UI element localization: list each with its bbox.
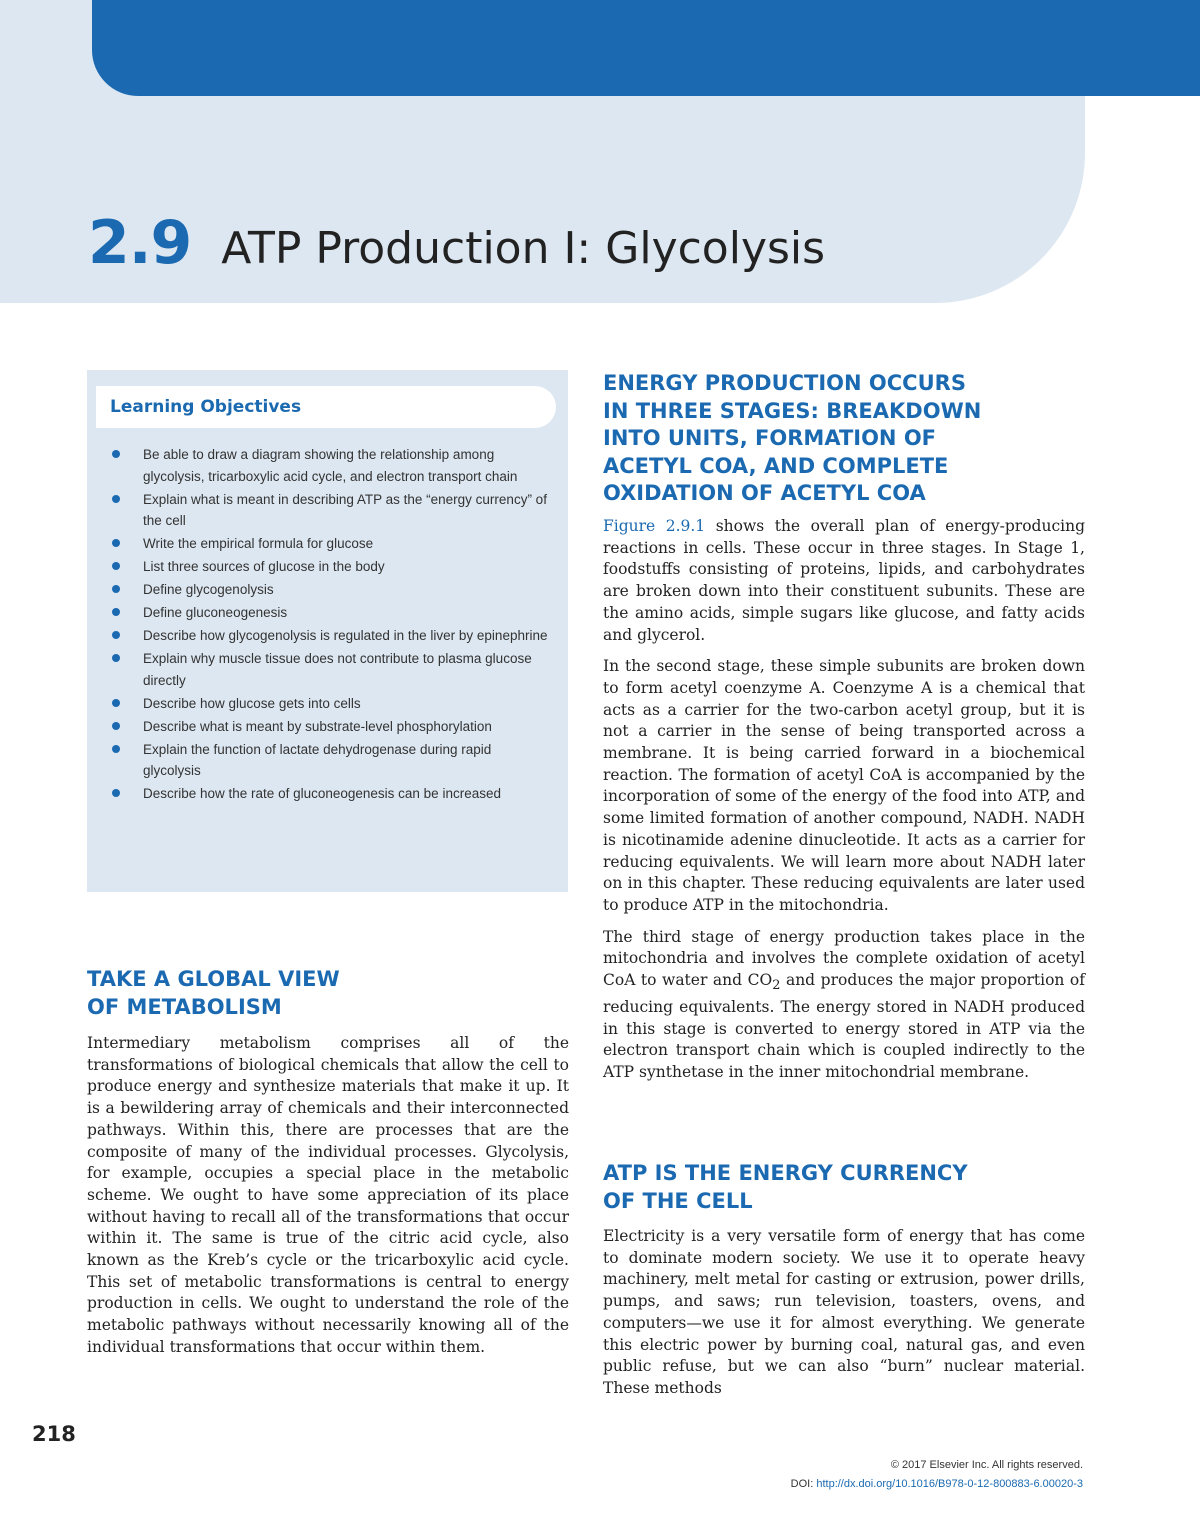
atp-currency-body: [603, 1226, 1085, 1410]
energy-production-body: [603, 516, 1085, 1094]
heading-global-view: TAKE A GLOBAL VIEW OF METABOLISM: [87, 967, 340, 1019]
bullet-icon: [112, 608, 120, 616]
bullet-icon: [112, 654, 120, 662]
bullet-icon: [112, 450, 120, 458]
bullet-icon: [112, 495, 120, 503]
bullet-icon: [112, 699, 120, 707]
learning-objective-item: Define glycogenolysis: [108, 579, 548, 601]
learning-objective-item: List three sources of glucose in the body: [108, 556, 548, 578]
learning-objectives-header: [96, 386, 556, 428]
bullet-icon: [112, 745, 120, 753]
bullet-icon: [112, 585, 120, 593]
learning-objective-item: Describe how the rate of gluconeogenesis can be increased: [108, 783, 548, 805]
energy-paragraph-3: The third stage of energy production takes place in the mitochondria and involves the complete oxidation of acetyl CoA to water and $CO_2$ and produces the major proportion of reducing equivalents. The energy stored in NADH produced in this stage is converted to energy stored in ATP via the electron transport chain which is coupled indirectly to the ATP synthetase in the inner mitochondrial membrane.: [603, 927, 1085, 1081]
global-view-body: [87, 1033, 569, 1369]
learning-objective-item: Explain the function of lactate dehydrogenase during rapid glycolysis: [108, 739, 548, 782]
learning-objectives-list: [108, 444, 548, 806]
chapter-title: [88, 208, 825, 278]
chapter-title-text: ATP Production I: Glycolysis: [221, 223, 826, 274]
bullet-icon: [112, 722, 120, 730]
learning-objective-item: Describe what is meant by substrate-level phosphorylation: [108, 716, 548, 738]
bullet-icon: [112, 789, 120, 797]
page-number: 218: [32, 1422, 76, 1446]
heading-atp-currency: ATP IS THE ENERGY CURRENCY OF THE CELL: [603, 1161, 968, 1213]
atp-paragraph: Electricity is a very versatile form of energy that has come to dominate modern society. We use it to operate heavy machinery, melt metal for casting or extrusion, power drills, pumps, and saws; run television, toasters, ovens, and computers—we use it for almost everything. We generate this electric power by burning coal, natural gas, and even public refuse, but we can also “burn” nuclear material. These methods: [603, 1227, 1085, 1397]
bullet-icon: [112, 539, 120, 547]
energy-paragraph-2: In the second stage, these simple subunits are broken down to form acetyl coenzyme A. Coenzyme A is a chemical that acts as a carrier for the two-carbon acetyl group, but it is not a carrier in the sense of being transported across a membrane. It is being carried forward in a biochemical reaction. The formation of acetyl CoA is accompanied by the incorporation of some of the energy of the food into ATP, and some limited formation of another compound, NADH. NADH is nicotinamide adenine dinucleotide. It acts as a carrier for reducing equivalents. We will learn more about NADH later on in this chapter. These reducing equivalents are later used to produce ATP in the mitochondria.: [603, 657, 1085, 914]
header-banner-dark: [92, 0, 1200, 96]
bullet-icon: [112, 631, 120, 639]
learning-objective-item: Write the empirical formula for glucose: [108, 533, 548, 555]
doi-link[interactable]: http://dx.doi.org/10.1016/B978-0-12-800883-6.00020-3: [816, 1478, 1083, 1490]
learning-objective-item: Describe how glucose gets into cells: [108, 693, 548, 715]
global-view-paragraph: Intermediary metabolism comprises all of the transformations of biological chemicals that allow the cell to produce energy and synthesize materials that make it up. It is a bewildering array of chemicals and their interconnected pathways. Within this, there are processes that are the composite of many of the individual processes. Glycolysis, for example, occupies a special place in the metabolic scheme. We ought to have some appreciation of its place without having to recall all of the transformations that occur within it. The same is true of the citric acid cycle, also known as the Kreb’s cycle or the tricarboxylic acid cycle. This set of metabolic transformations is central to energy production in cells. We ought to understand the role of the metabolic pathways without necessarily knowing all of the individual transformations that occur within them.: [87, 1034, 569, 1356]
energy-paragraph-1: Figure 2.9.1 shows the overall plan of energy-producing reactions in cells. These occur in three stages. In Stage 1, foodstuffs consisting of proteins, lipids, and carbohydrates are broken down into their constituent subunits. These are the amino acids, simple sugars like glucose, and fatty acids and glycerol.: [603, 517, 1085, 644]
doi-line: DOI: http://dx.doi.org/10.1016/B978-0-12-800883-6.00020-3: [790, 1478, 1083, 1490]
heading-energy-production: ENERGY PRODUCTION OCCURS IN THREE STAGES: BREAKDOWN INTO UNITS, FORMATION OF ACETYL COA, AND COMPLETE OXIDATION OF ACETYL COA: [603, 371, 982, 505]
learning-objective-item: Define gluconeogenesis: [108, 602, 548, 624]
learning-objective-item: Be able to draw a diagram showing the relationship among glycolysis, tricarboxylic acid cycle, and electron transport chain: [108, 444, 548, 487]
learning-objectives-title: Learning Objectives: [110, 397, 302, 417]
copyright: © 2017 Elsevier Inc. All rights reserved.: [890, 1459, 1083, 1471]
learning-objective-item: Describe how glycogenolysis is regulated in the liver by epinephrine: [108, 625, 548, 647]
learning-objective-item: Explain why muscle tissue does not contribute to plasma glucose directly: [108, 648, 548, 691]
chapter-number: 2.9: [88, 208, 192, 278]
bullet-icon: [112, 562, 120, 570]
learning-objective-item: Explain what is meant in describing ATP as the “energy currency” of the cell: [108, 489, 548, 532]
footer: [791, 1456, 1083, 1494]
figure-link[interactable]: Figure 2.9.1: [603, 517, 706, 535]
